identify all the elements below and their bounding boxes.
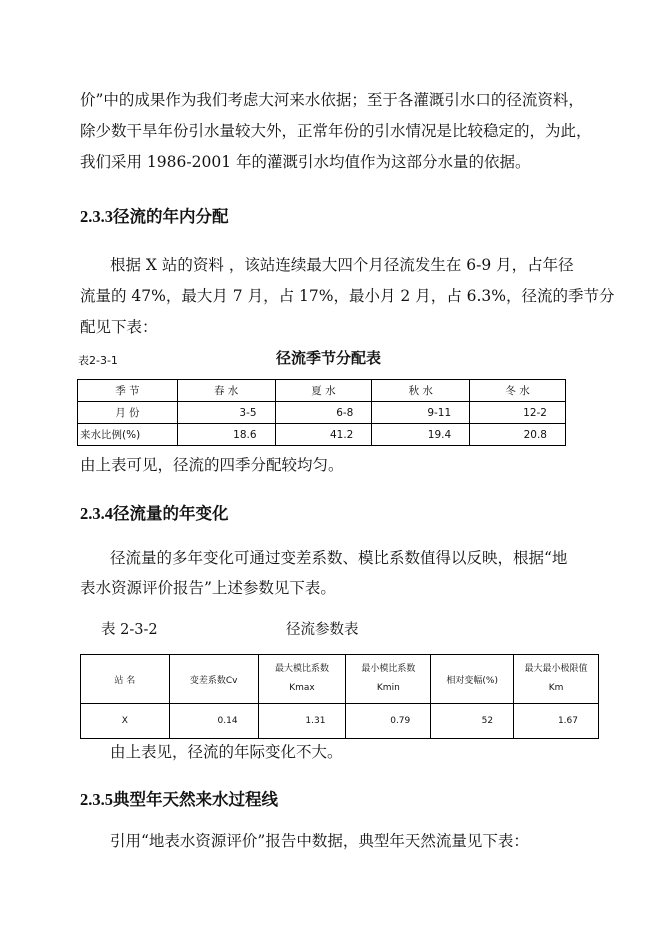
- table-header-cell: 变差系数Cv: [169, 655, 258, 704]
- table-header-cell: [514, 655, 599, 704]
- table-title-2-3-2: 径流参数表: [286, 622, 359, 638]
- section-233-line-3: 配见下表：: [80, 318, 158, 336]
- table-cell: 19.4: [372, 424, 470, 446]
- table-cell: 12-2: [470, 402, 566, 424]
- table-header-cell: 季 节: [78, 380, 178, 402]
- section-234-line-1: 径流量的多年变化可通过变差系数、模比系数值得以反映，根据“地: [110, 549, 568, 567]
- table-header-cell: [346, 655, 431, 704]
- table-header-cell: 冬 水: [470, 380, 566, 402]
- table-header-cell: 站 名: [81, 655, 170, 704]
- header-line: 最大模比系数: [274, 664, 329, 674]
- header-line: 最大最小极限值: [524, 664, 588, 674]
- table-header-cell: 秋 水: [372, 380, 470, 402]
- table-label-2-3-2: 表 2-3-2: [101, 622, 158, 638]
- section-235-line-1: 引用“地表水资源评价”报告中数据，典型年天然流量见下表：: [110, 832, 529, 850]
- section-number: 2.3.5: [80, 790, 113, 809]
- table-cell: 来水比例(%): [78, 424, 178, 446]
- section-233-line-2: 流量的 47%，最大月 7 月，占 17%，最小月 2 月，占 6.3%，径流的季节分: [80, 287, 615, 305]
- header-line: 最小模比系数: [361, 664, 416, 674]
- section-heading-2-3-3: [80, 203, 229, 227]
- table-cell: 52: [431, 704, 514, 739]
- intro-line-3: 我们采用 1986-2001 年的灌溉引水均值作为这部分水量的依据。: [80, 153, 531, 171]
- section-title: 典型年天然来水过程线: [113, 790, 278, 809]
- section-234-line-2: 表水资源评价报告”上述参数见下表。: [80, 579, 336, 597]
- header-line: Kmin: [376, 683, 400, 693]
- header-line: Km: [548, 683, 564, 693]
- table-cell: 6-8: [275, 402, 372, 424]
- section-heading-2-3-5: [80, 786, 278, 810]
- section-number: 2.3.4: [80, 504, 113, 523]
- table-header-cell: 夏 水: [275, 380, 372, 402]
- table-cell: 月 份: [78, 402, 178, 424]
- section-title: 径流量的年变化: [113, 504, 229, 523]
- section-234-conclusion: 由上表见，径流的年际变化不大。: [110, 743, 343, 761]
- table-cell: 0.79: [346, 704, 431, 739]
- section-233-line-1: 根据 X 站的资料 ，该站连续最大四个月径流发生在 6-9 月，占年径: [110, 256, 574, 274]
- table-header-cell: [258, 655, 346, 704]
- runoff-season-table: [77, 379, 566, 446]
- table-header-cell: 相对变幅(%): [431, 655, 514, 704]
- table-row: [78, 402, 566, 424]
- intro-line-2: 除少数干旱年份引水量较大外，正常年份的引水情况是比较稳定的，为此，: [80, 122, 592, 140]
- table-cell: X: [81, 704, 170, 739]
- section-233-conclusion: 由上表可见，径流的四季分配较均匀。: [80, 456, 344, 474]
- table-title-2-3-1: 径流季节分配表: [276, 349, 382, 367]
- table-cell: 9-11: [372, 402, 470, 424]
- header-line: Kmax: [289, 683, 315, 693]
- table-header-row: [81, 655, 599, 704]
- table-cell: 3-5: [177, 402, 275, 424]
- runoff-parameter-table: [80, 654, 599, 739]
- table-row: [81, 704, 599, 739]
- section-number: 2.3.3: [80, 207, 113, 226]
- table-cell: 0.14: [169, 704, 258, 739]
- table-cell: 1.31: [258, 704, 346, 739]
- table-cell: 18.6: [177, 424, 275, 446]
- table-label-2-3-1: 表2-3-1: [78, 354, 118, 367]
- intro-line-1: 价”中的成果作为我们考虑大河来水依据；至于各灌溉引水口的径流资料，: [80, 91, 584, 109]
- section-heading-2-3-4: [80, 500, 229, 524]
- table-cell: 20.8: [470, 424, 566, 446]
- table-row: [78, 424, 566, 446]
- table-cell: 1.67: [514, 704, 599, 739]
- section-title: 径流的年内分配: [113, 207, 229, 226]
- table-cell: 41.2: [275, 424, 372, 446]
- table-header-cell: 春 水: [177, 380, 275, 402]
- table-header-row: [78, 380, 566, 402]
